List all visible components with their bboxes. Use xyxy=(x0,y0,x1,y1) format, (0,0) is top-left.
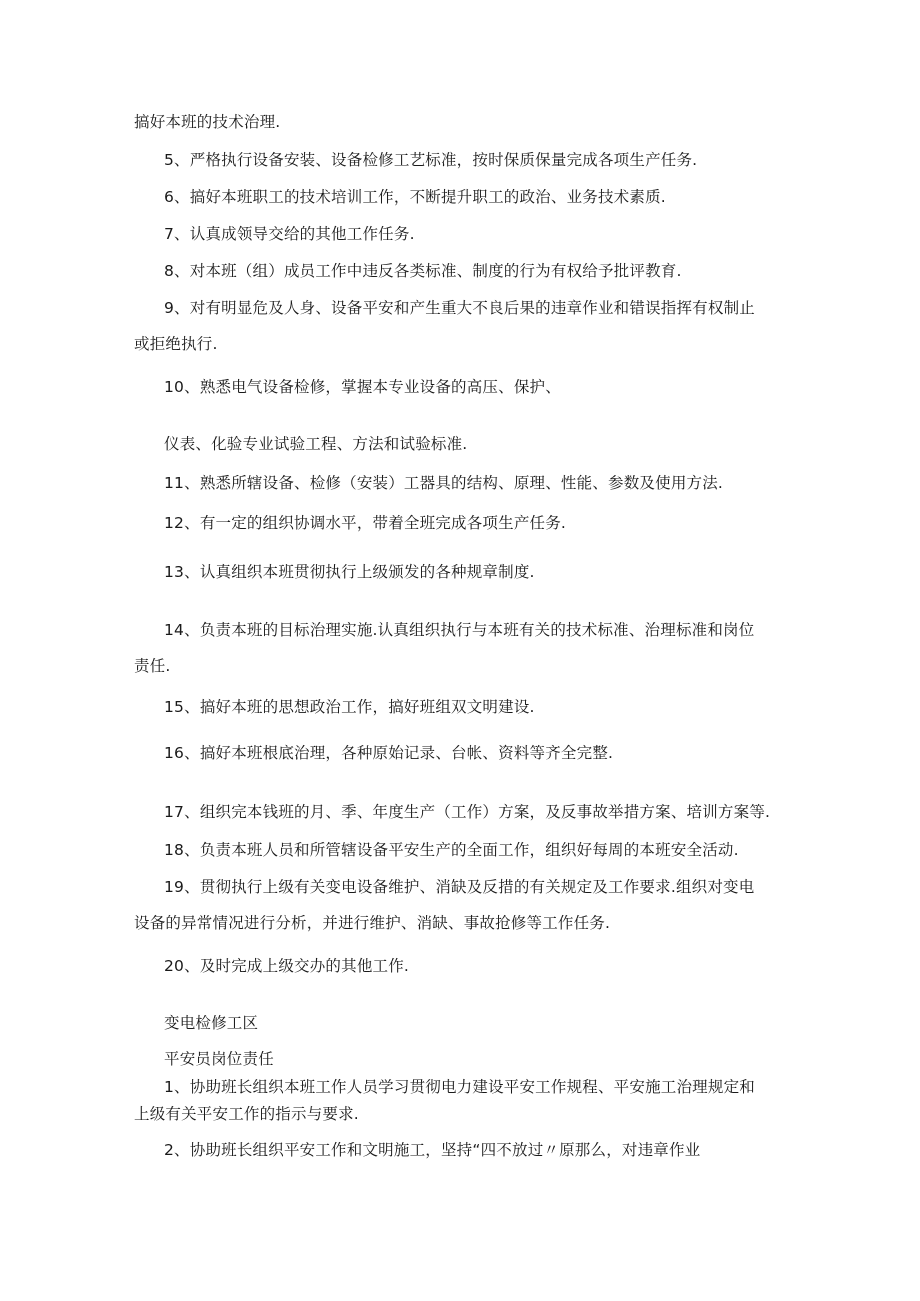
section-title: 变电检修工区 xyxy=(164,1014,259,1032)
text-line: 18、负责本班人员和所管辖设备平安生产的全面工作，组织好每周的本班安全活动. xyxy=(164,841,739,859)
text-line: 7、认真成领导交给的其他工作任务. xyxy=(164,225,415,243)
text-line: 11、熟悉所辖设备、检修（安装）工器具的结构、原理、性能、参数及使用方法. xyxy=(164,474,724,492)
text-line: 搞好本班的技术治理. xyxy=(134,113,281,131)
text-line: 8、对本班（组）成员工作中违反各类标准、制度的行为有权给予批评教育. xyxy=(164,262,682,280)
text-line: 设备的异常情况进行分析，并进行维护、消缺、事故抢修等工作任务. xyxy=(134,914,611,932)
text-line: 19、贯彻执行上级有关变电设备维护、消缺及反措的有关规定及工作要求.组织对变电 xyxy=(164,878,755,896)
text-line: 13、认真组织本班贯彻执行上级颁发的各种规章制度. xyxy=(164,563,535,581)
text-line: 或拒绝执行. xyxy=(134,335,218,353)
text-line: 2、协助班长组织平安工作和文明施工，坚持“四不放过〃原那么，对违章作业 xyxy=(164,1141,701,1159)
text-line: 16、搞好本班根底治理，各种原始记录、台帐、资料等齐全完整. xyxy=(164,744,614,762)
text-line: 责任. xyxy=(134,657,171,675)
text-line: 上级有关平安工作的指示与要求. xyxy=(134,1105,359,1123)
text-line: 15、搞好本班的思想政治工作，搞好班组双文明建设. xyxy=(164,698,535,716)
text-line: 10、熟悉电气设备检修，掌握本专业设备的高压、保护、 xyxy=(164,378,561,396)
text-line: 仪表、化验专业试验工程、方法和试验标准. xyxy=(164,435,468,453)
text-line: 1、协助班长组织本班工作人员学习贯彻电力建设平安工作规程、平安施工治理规定和 xyxy=(164,1078,755,1096)
text-line: 6、搞好本班职工的技术培训工作，不断提升职工的政治、业务技术素质. xyxy=(164,188,666,206)
text-line: 14、负责本班的目标治理实施.认真组织执行与本班有关的技术标准、治理标准和岗位 xyxy=(164,621,755,639)
text-line: 17、组织完本钱班的月、季、年度生产（工作）方案，及反事故举措方案、培训方案等. xyxy=(164,803,771,821)
text-line: 20、及时完成上级交办的其他工作. xyxy=(164,957,410,975)
text-line: 12、有一定的组织协调水平，带着全班完成各项生产任务. xyxy=(164,514,567,532)
text-line: 5、严格执行设备安装、设备检修工艺标准，按时保质保量完成各项生产任务. xyxy=(164,151,698,169)
text-line: 9、对有明显危及人身、设备平安和产生重大不良后果的违章作业和错误指挥有权制止 xyxy=(164,299,755,317)
section-subtitle: 平安员岗位责任 xyxy=(164,1050,274,1068)
